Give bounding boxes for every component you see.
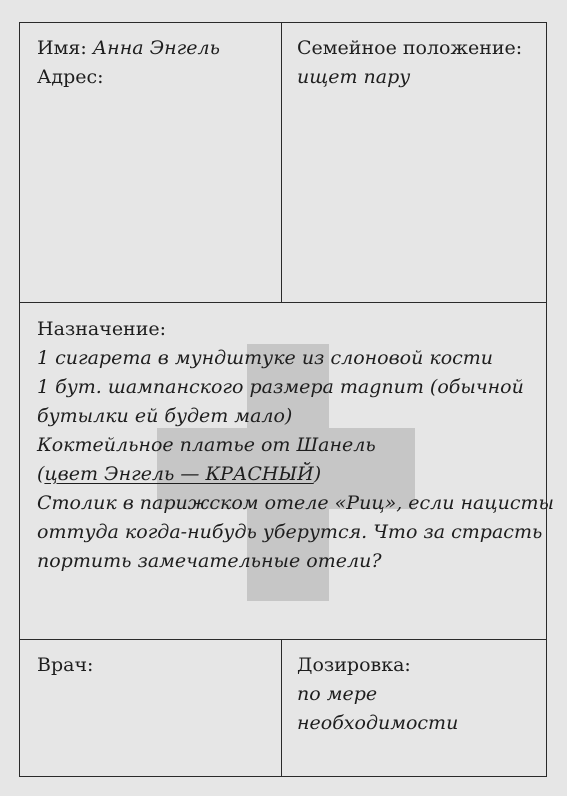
- purpose-label: Назначение:: [37, 318, 167, 340]
- name-address-section: [37, 34, 220, 92]
- purpose-line: оттуда когда-нибудь уберутся. Что за страсть: [37, 521, 543, 543]
- purpose-line: бутылки ей будет мало): [37, 405, 293, 427]
- prescription-card: [19, 22, 555, 777]
- purpose-line: портить замечательные отели?: [37, 550, 382, 572]
- purpose-line-color: [37, 460, 554, 489]
- paren-close: ): [313, 463, 322, 485]
- purpose-line: 1 сигарета в мундштуке из слоновой кости: [37, 347, 494, 369]
- doctor-section: [37, 651, 93, 680]
- marital-label: Семейное положение:: [297, 37, 523, 59]
- purpose-line: Столик в парижском отеле «Риц», если нацисты: [37, 492, 555, 514]
- name-label: Имя:: [37, 37, 87, 59]
- purpose-line: 1 бут. шампанского размера magnum (обычной: [37, 376, 524, 398]
- name-value: Анна Энгель: [92, 37, 220, 59]
- address-label: Адрес:: [37, 66, 104, 88]
- dosage-value-line2: необходимости: [297, 712, 459, 734]
- divider-top: [20, 302, 546, 303]
- purpose-section: [37, 315, 554, 576]
- paren-open: (: [37, 463, 45, 485]
- dosage-section: [297, 651, 458, 738]
- purpose-line: Коктейльное платье от Шанель: [37, 434, 376, 456]
- divider-vertical-top: [281, 23, 282, 302]
- marital-value: ищет пару: [297, 66, 411, 88]
- dosage-value-line1: по мере: [297, 683, 378, 705]
- dosage-label: Дозировка:: [297, 654, 411, 676]
- divider-bottom: [20, 639, 546, 640]
- divider-vertical-bottom: [281, 639, 282, 777]
- doctor-label: Врач:: [37, 654, 94, 676]
- color-note: цвет Энгель — КРАСНЫЙ: [44, 463, 314, 485]
- marital-section: [297, 34, 522, 92]
